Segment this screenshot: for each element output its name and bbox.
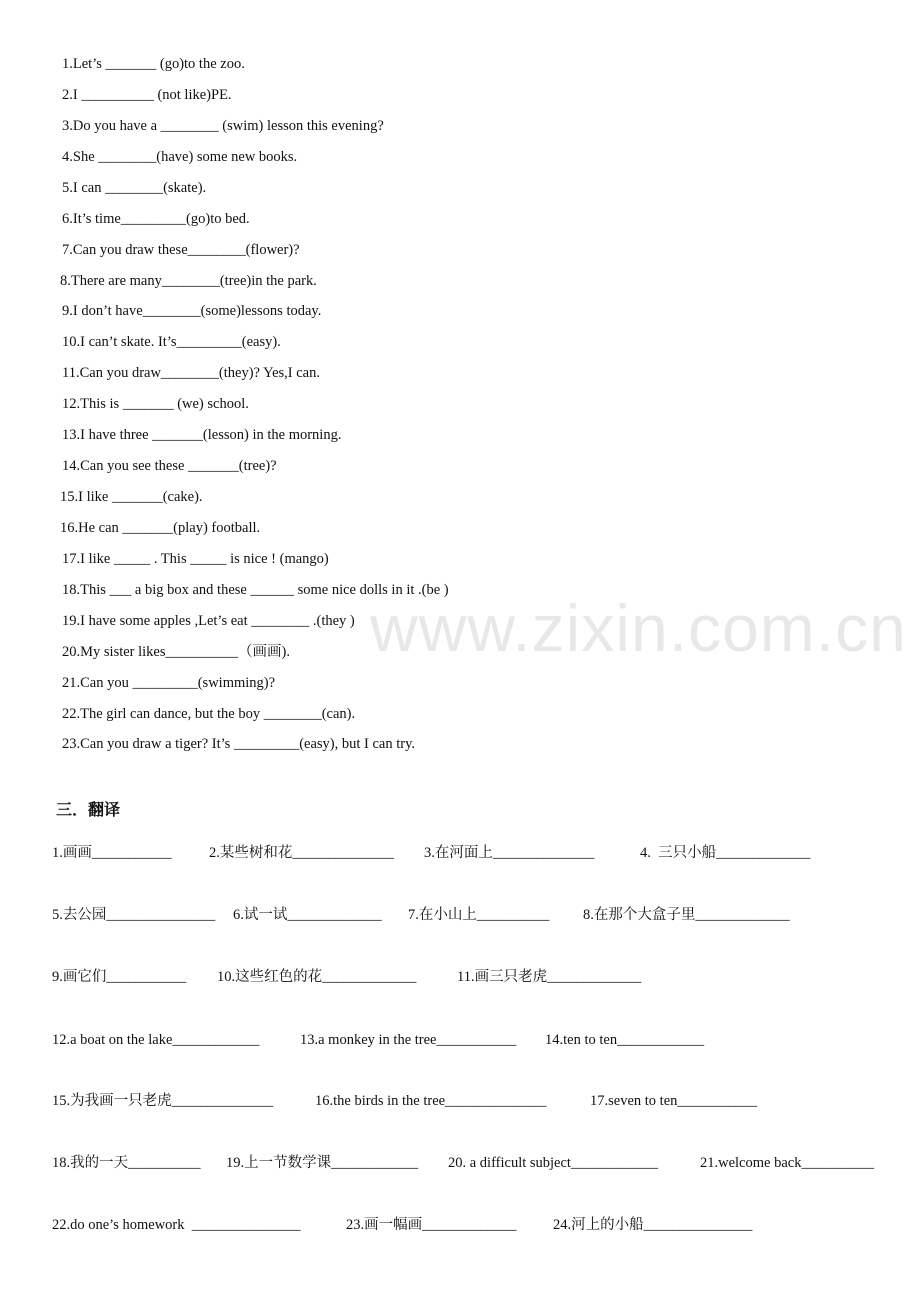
fill-in-item-3: 3.Do you have a ________ (swim) lesson this evening? [62,118,384,134]
fill-in-item-21: 21.Can you _________(swimming)? [62,675,276,691]
translation-item-13: 13.a monkey in the tree___________ [300,1032,517,1048]
translation-item-21: 21.welcome back__________ [700,1155,874,1171]
fill-in-item-18: 18.This ___ a big box and these ______ some nice dolls in it .(be ) [62,582,449,598]
fill-in-item-4: 4.She ________(have) some new books. [62,149,298,165]
translation-item-16: 16.the birds in the tree______________ [315,1093,547,1109]
translation-item-6: 6.试一试_____________ [233,907,382,923]
translation-item-8: 8.在那个大盒子里_____________ [583,907,790,923]
translation-item-4: 4. 三只小船_____________ [640,845,811,861]
fill-in-item-17: 17.I like _____ . This _____ is nice ! (mango) [62,551,329,567]
fill-in-item-13: 13.I have three _______(lesson) in the morning. [62,427,342,443]
watermark: www.zixin.com.cn [370,591,907,665]
section-title-translation: 三．翻译 [56,800,121,819]
translation-item-2: 2.某些树和花______________ [209,845,394,861]
translation-item-3: 3.在河面上______________ [424,845,595,861]
fill-in-item-15: 15.I like _______(cake). [60,489,203,505]
fill-in-item-1: 1.Let’s _______ (go)to the zoo. [62,56,245,72]
fill-in-item-23: 23.Can you draw a tiger? It’s _________(easy), but I can try. [62,736,416,752]
translation-item-19: 19.上一节数学课____________ [226,1155,419,1171]
fill-in-item-20: 20.My sister likes__________（画画). [62,644,290,660]
fill-in-item-16: 16.He can _______(play) football. [60,520,261,536]
translation-item-22: 22.do one’s homework _______________ [52,1217,301,1233]
translation-item-15: 15.为我画一只老虎______________ [52,1093,274,1109]
translation-item-24: 24.河上的小船_______________ [553,1217,753,1233]
translation-item-5: 5.去公园_______________ [52,907,216,923]
fill-in-item-6: 6.It’s time_________(go)to bed. [62,211,250,227]
translation-item-10: 10.这些红色的花_____________ [217,969,417,985]
translation-item-12: 12.a boat on the lake____________ [52,1032,260,1048]
translation-item-1: 1.画画___________ [52,845,172,861]
fill-in-item-22: 22.The girl can dance, but the boy ________(can). [62,706,356,722]
translation-item-7: 7.在小山上__________ [408,907,550,923]
fill-in-item-2: 2.I __________ (not like)PE. [62,87,232,103]
translation-item-9: 9.画它们___________ [52,969,187,985]
translation-item-17: 17.seven to ten___________ [590,1093,758,1109]
fill-in-item-8: 8.There are many________(tree)in the park. [60,273,317,289]
fill-in-item-11: 11.Can you draw________(they)? Yes,I can. [62,365,320,381]
translation-item-20: 20. a difficult subject____________ [448,1155,658,1171]
translation-item-11: 11.画三只老虎_____________ [457,969,642,985]
fill-in-item-14: 14.Can you see these _______(tree)? [62,458,277,474]
translation-item-18: 18.我的一天__________ [52,1155,201,1171]
fill-in-item-7: 7.Can you draw these________(flower)? [62,242,300,258]
fill-in-item-9: 9.I don’t have________(some)lessons today. [62,303,322,319]
fill-in-item-12: 12.This is _______ (we) school. [62,396,249,412]
translation-item-23: 23.画一幅画_____________ [346,1217,517,1233]
translation-item-14: 14.ten to ten____________ [545,1032,705,1048]
fill-in-item-10: 10.I can’t skate. It’s_________(easy). [62,334,281,350]
fill-in-item-19: 19.I have some apples ,Let’s eat ________ .(they ) [62,613,355,629]
fill-in-item-5: 5.I can ________(skate). [62,180,207,196]
